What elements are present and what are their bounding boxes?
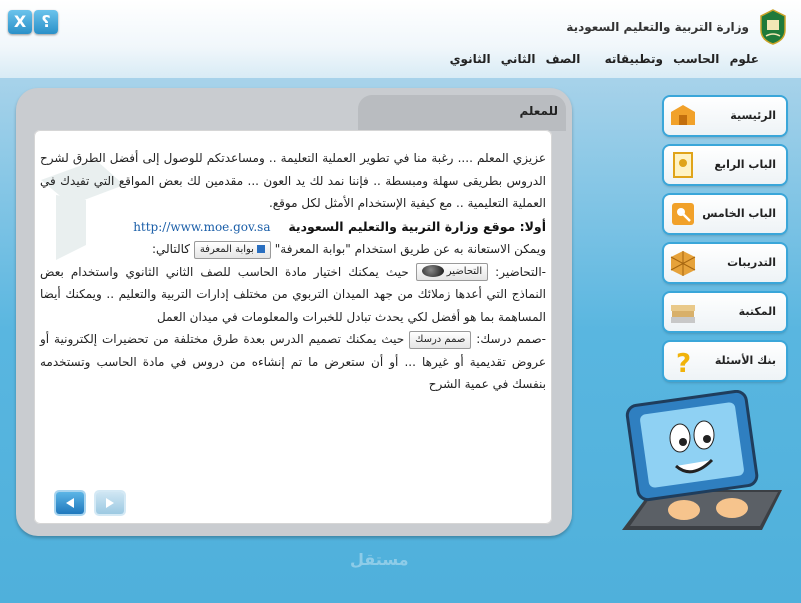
sidebar-item-chapter-five[interactable] (664, 195, 786, 233)
home-box-icon (668, 101, 698, 131)
grade-label: الصف الثاني الثانوي (449, 52, 581, 66)
document-icon (668, 150, 698, 180)
prep-button[interactable] (416, 263, 488, 281)
sidebar-item-label: الباب الرابع (714, 158, 776, 171)
question-icon (668, 346, 698, 376)
portal-text: ويمكن الاستعانة به عن طريق استخدام "بوابة المعرفة" (274, 242, 546, 256)
prep-text: حيث يمكنك اختيار مادة الحاسب للصف الثاني الثانوي واستخدام بعض النماذج التي أعدها زملائك من جهد الميدان التربوي من مختلف إدارات التربية والتعليم .. ويمكنك أيضا المساهمة بما هو أفضل لكي يحدث تبادل للخبرات والمعلومات في ميدان العمل (40, 264, 546, 324)
course-title: علوم الحاسب وتطبيقاته (604, 52, 759, 66)
sidebar-item-question-bank[interactable] (664, 342, 786, 380)
previous-page-button[interactable] (56, 492, 84, 514)
sidebar-item-label: التدريبات (727, 256, 776, 269)
ministry-name: وزارة التربية والتعليم السعودية (566, 20, 749, 34)
sidebar-item-label: الباب الخامس (702, 207, 776, 220)
prep-paragraph (40, 261, 546, 329)
watermark-text: مستقل (350, 550, 409, 569)
panel-title: للمعلم (519, 104, 558, 118)
prep-button-label: التحاضير (446, 266, 483, 277)
design-button-label: صمم درسك (415, 333, 466, 345)
content-text (40, 147, 546, 396)
next-page-button[interactable] (96, 492, 124, 514)
page-subtitle (436, 52, 759, 66)
help-button[interactable]: ؟ (34, 10, 58, 34)
sidebar-item-label: الرئيسية (730, 109, 776, 122)
computer-mascot (592, 390, 792, 540)
portal-line (40, 238, 546, 261)
portal-button-label: بوابة المعرفة (199, 243, 254, 255)
svg-text:?: ? (676, 349, 692, 376)
design-text: حيث يمكنك تصميم الدرس بعدة طرق مختلفة من تحضيرات إلكترونية أو عروض تقديمية أو غيرها ... أو أن ستعرض ما تم إنشاءه من دروس في مادة الحاسب وتستخدمه بنفسك في عمية الشرح (40, 332, 546, 391)
section-heading: أولا: موقع وزارة التربية والتعليم السعودية (288, 218, 546, 234)
key-icon (668, 199, 698, 229)
portal-icon (257, 245, 265, 253)
close-button[interactable]: X (8, 10, 32, 34)
arrow-right-icon (104, 497, 116, 509)
sidebar-item-label: المكتبة (738, 305, 776, 318)
mouse-icon (422, 265, 444, 277)
sidebar-item-library[interactable] (664, 293, 786, 331)
sidebar-item-label: بنك الأسئلة (714, 354, 776, 367)
intro-paragraph: عزيزي المعلم .... رغبة منا في تطوير العملية التعليمة .. ومساعدتكم للوصول إلى أفضل الطرق لشرح الدروس بطريقى سهلة ومبسطة .. فإننا نمد لك يد العون ... مقدمين لك بعض المواقع التي تفيدك في العملية التعليمية .. مع كيفية الإستخدام الأمثل لكل موقع. (40, 151, 546, 210)
arrow-left-icon (64, 497, 76, 509)
books-icon (668, 297, 698, 327)
portal-button[interactable] (194, 241, 271, 259)
sidebar-item-home[interactable] (664, 97, 786, 135)
heading-row (40, 216, 546, 239)
portal-text-end: كالتالي: (151, 242, 190, 256)
design-label: -صمم درسك: (476, 332, 546, 346)
sidebar-item-exercises[interactable] (664, 244, 786, 282)
sidebar-item-chapter-four[interactable] (664, 146, 786, 184)
ministry-logo (757, 8, 789, 46)
design-paragraph (40, 328, 546, 396)
top-bar (0, 0, 801, 78)
cube-puzzle-icon (668, 248, 698, 278)
prep-label: -التحاضير: (495, 264, 546, 279)
moe-link[interactable]: http://www.moe.gov.sa (133, 219, 271, 234)
design-button[interactable] (409, 331, 471, 349)
